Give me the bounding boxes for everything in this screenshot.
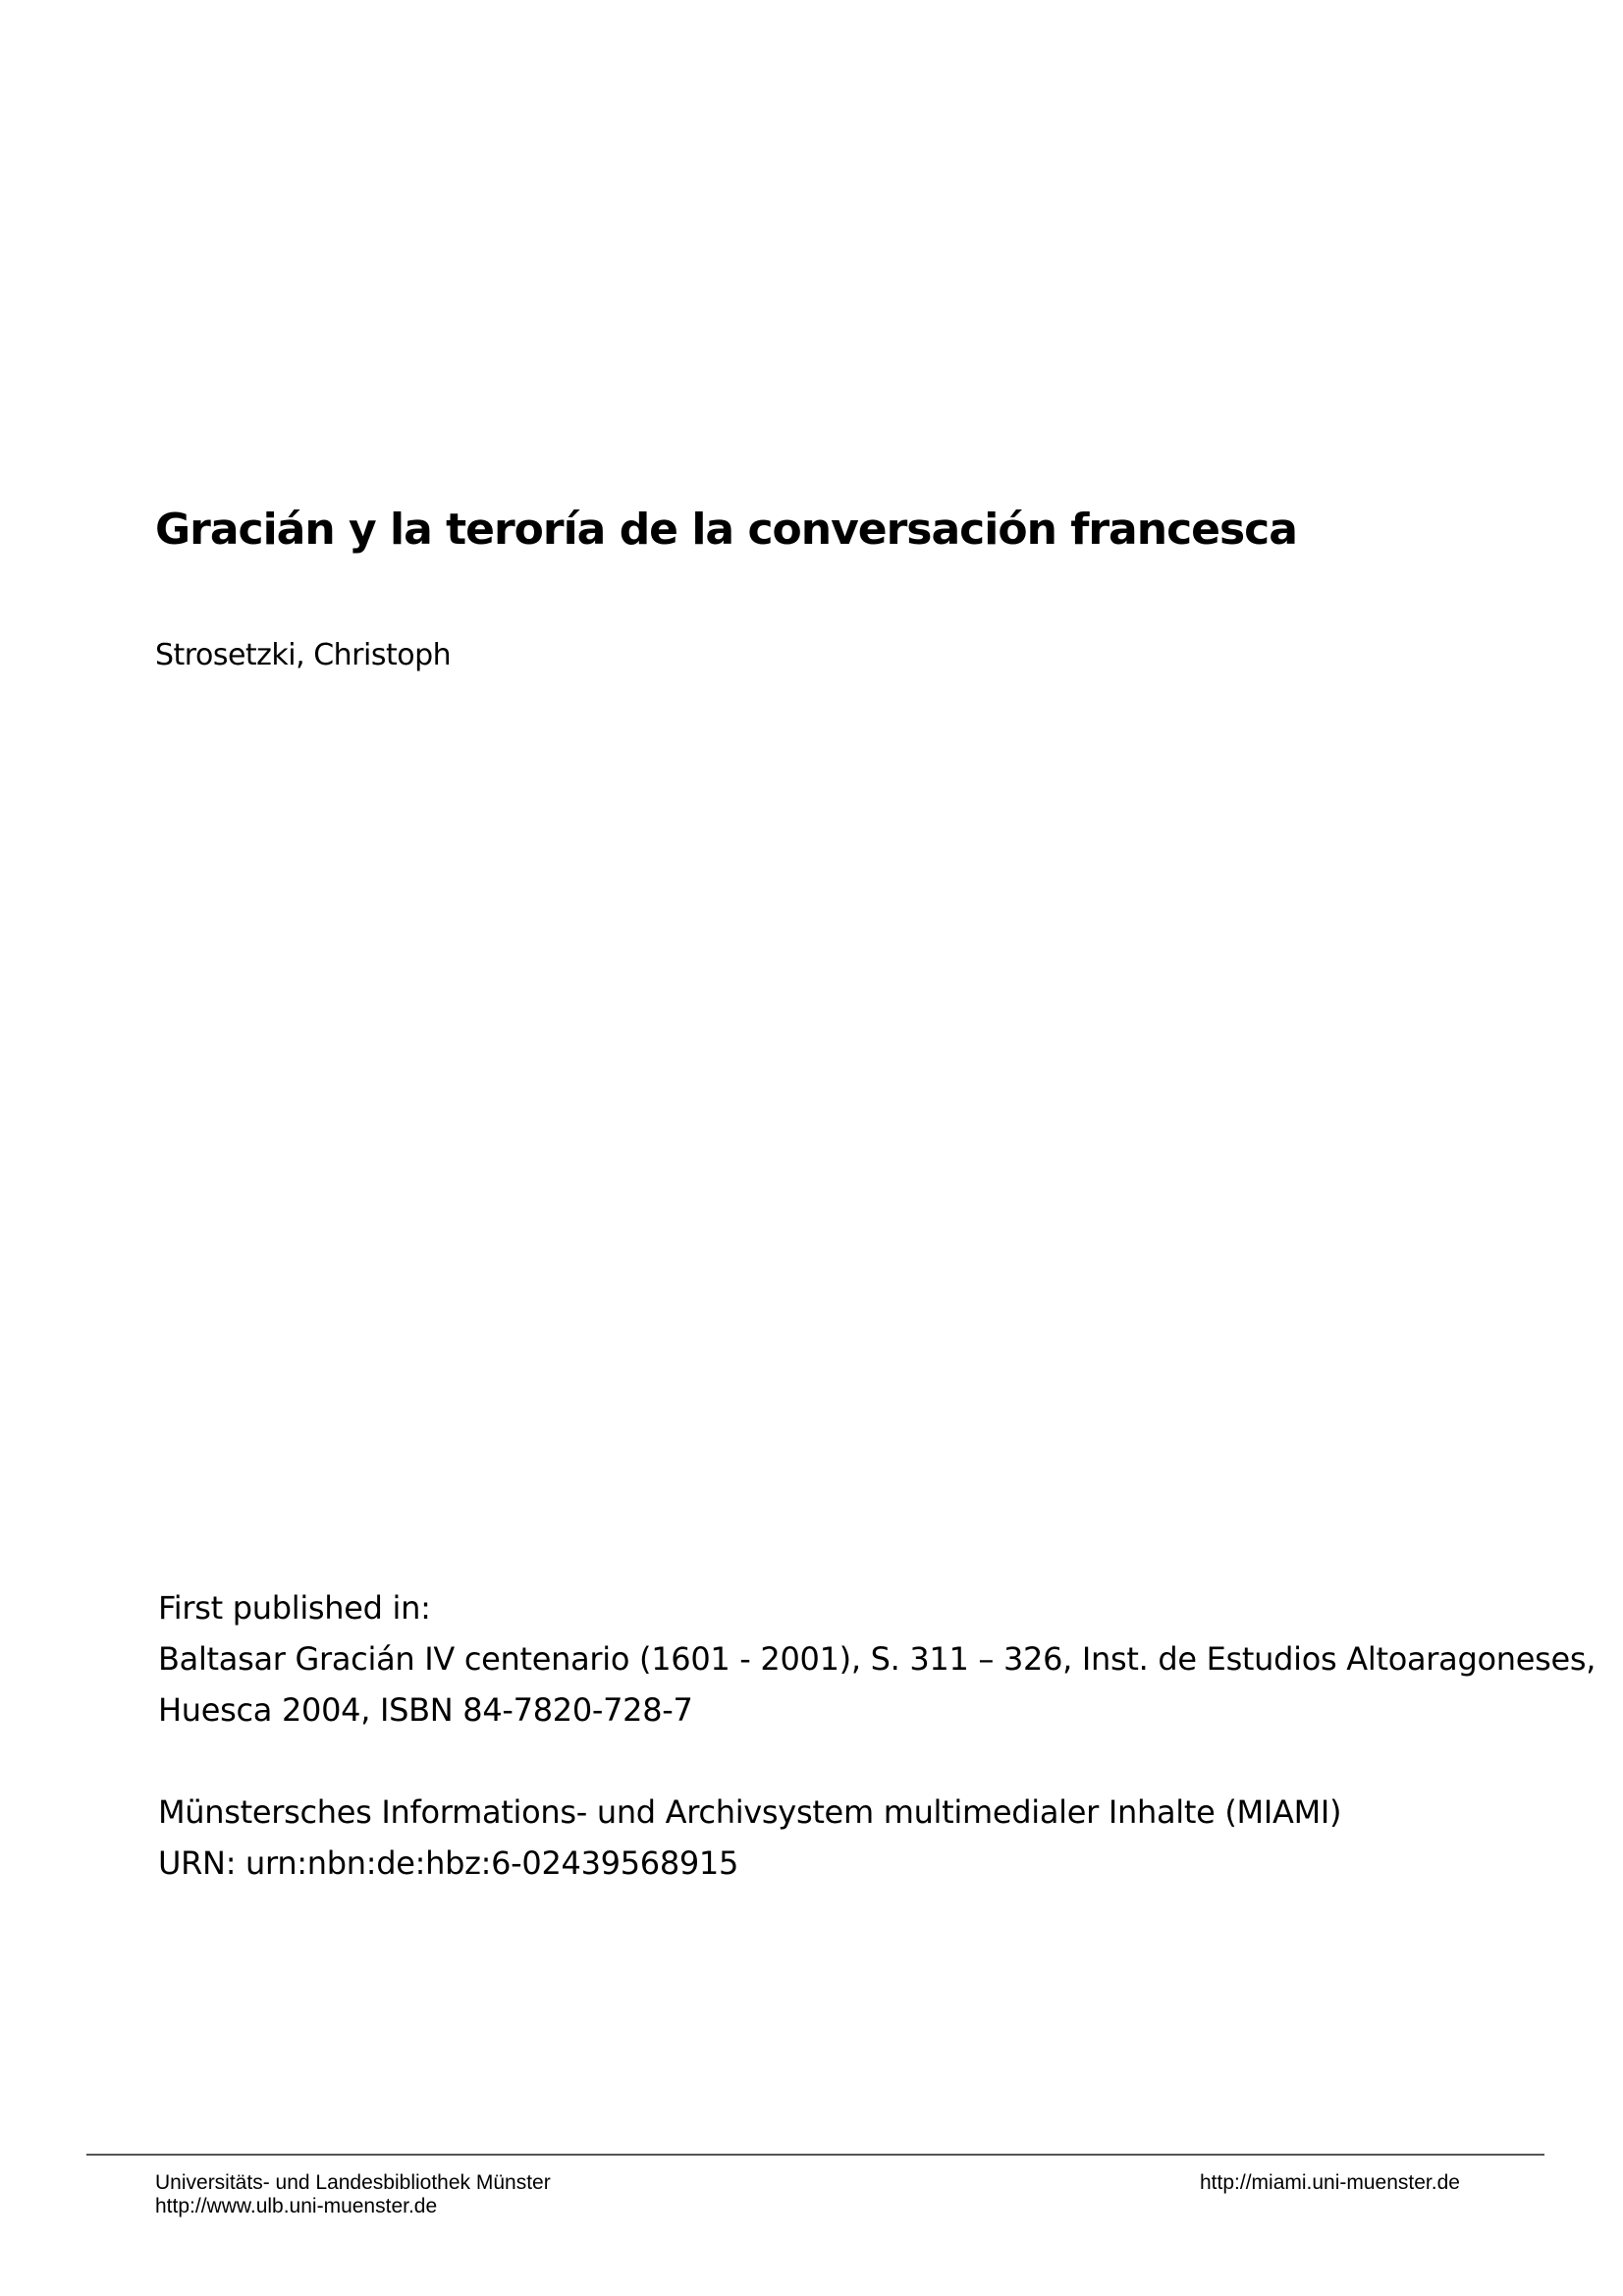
footer-library-url[interactable]: http://www.ulb.uni-muenster.de <box>155 2195 438 2217</box>
footer-library-info <box>155 2171 551 2218</box>
footer-repository-url[interactable]: http://miami.uni-muenster.de <box>1200 2171 1460 2194</box>
spacer <box>158 1735 1533 1787</box>
publication-info <box>158 1582 1596 1889</box>
urn-line: URN: urn:nbn:de:hbz:6-02439568915 <box>158 1844 739 1882</box>
footer-library-name: Universitäts- und Landesbibliothek Münster <box>155 2171 551 2194</box>
first-published-label: First published in: <box>158 1589 431 1627</box>
document-title: Gracián y la teroría de la conversación francesca <box>155 505 1297 555</box>
footer-divider <box>86 2154 1544 2156</box>
footer-repository-info <box>1200 2171 1460 2195</box>
citation-line-2: Huesca 2004, ISBN 84-7820-728-7 <box>158 1691 693 1729</box>
citation-line-1: Baltasar Gracián IV centenario (1601 - 2001), S. 311 – 326, Inst. de Estudios Altoaragoneses, <box>158 1640 1596 1678</box>
repository-line: Münstersches Informations- und Archivsystem multimedialer Inhalte (MIAMI) <box>158 1793 1342 1831</box>
document-author: Strosetzki, Christoph <box>155 638 452 672</box>
